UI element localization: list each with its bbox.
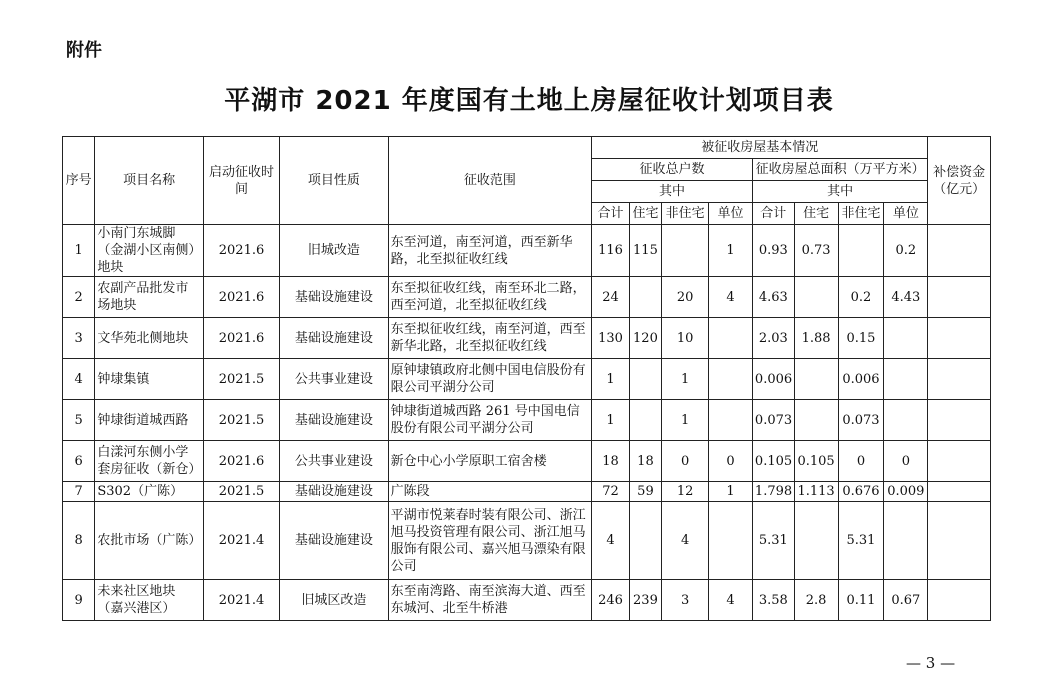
table-row xyxy=(63,225,991,277)
cell-hh-res: 115 xyxy=(629,225,661,277)
cell-ar-sum: 0.073 xyxy=(752,400,794,441)
cell-ar-nonres: 5.31 xyxy=(838,502,884,580)
cell-hh-res xyxy=(629,400,661,441)
cell-name: 钟埭街道城西路 xyxy=(95,400,204,441)
cell-ar-res: 2.8 xyxy=(794,580,838,621)
cell-hh-sum: 246 xyxy=(592,580,630,621)
cell-hh-nonres: 1 xyxy=(662,359,709,400)
cell-scope: 新仓中心小学原职工宿舍楼 xyxy=(388,441,592,482)
cell-compensation xyxy=(928,277,991,318)
cell-hh-sum: 116 xyxy=(592,225,630,277)
cell-nature: 公共事业建设 xyxy=(280,441,389,482)
cell-compensation xyxy=(928,318,991,359)
cell-hh-unit: 0 xyxy=(709,441,753,482)
cell-hh-res xyxy=(629,359,661,400)
page-number: — 3 — xyxy=(906,654,956,672)
cell-hh-nonres: 1 xyxy=(662,400,709,441)
cell-ar-unit: 4.43 xyxy=(884,277,928,318)
cell-hh-unit: 4 xyxy=(709,277,753,318)
cell-scope: 平湖市悦莱春时装有限公司、浙江旭马投资管理有限公司、浙江旭马服饰有限公司、嘉兴旭马漂染有限公司 xyxy=(388,502,592,580)
cell-compensation xyxy=(928,441,991,482)
cell-nature: 旧城区改造 xyxy=(280,580,389,621)
cell-name: 小南门东城脚（金湖小区南侧）地块 xyxy=(95,225,204,277)
cell-seq: 7 xyxy=(63,482,95,502)
cell-hh-unit: 1 xyxy=(709,482,753,502)
cell-hh-res: 59 xyxy=(629,482,661,502)
header-ar-res: 住宅 xyxy=(794,203,838,225)
cell-ar-res xyxy=(794,277,838,318)
cell-ar-nonres xyxy=(838,225,884,277)
cell-time: 2021.4 xyxy=(203,580,279,621)
cell-hh-unit xyxy=(709,318,753,359)
table-row xyxy=(63,359,991,400)
table-row xyxy=(63,502,991,580)
cell-ar-nonres: 0.676 xyxy=(838,482,884,502)
cell-compensation xyxy=(928,225,991,277)
cell-compensation xyxy=(928,400,991,441)
header-seq: 序号 xyxy=(63,137,95,225)
cell-hh-unit xyxy=(709,359,753,400)
cell-time: 2021.6 xyxy=(203,225,279,277)
cell-hh-nonres: 20 xyxy=(662,277,709,318)
cell-ar-nonres: 0.2 xyxy=(838,277,884,318)
header-ar-sum: 合计 xyxy=(752,203,794,225)
cell-seq: 8 xyxy=(63,502,95,580)
cell-ar-unit xyxy=(884,359,928,400)
header-hh-nonres: 非住宅 xyxy=(662,203,709,225)
cell-ar-nonres: 0.15 xyxy=(838,318,884,359)
cell-scope: 东至河道，南至河道，西至新华路，北至拟征收红线 xyxy=(388,225,592,277)
cell-hh-sum: 18 xyxy=(592,441,630,482)
cell-seq: 3 xyxy=(63,318,95,359)
cell-name: 钟埭集镇 xyxy=(95,359,204,400)
header-name: 项目名称 xyxy=(95,137,204,225)
cell-seq: 6 xyxy=(63,441,95,482)
cell-time: 2021.5 xyxy=(203,359,279,400)
table-row xyxy=(63,580,991,621)
header-hh-unit: 单位 xyxy=(709,203,753,225)
cell-ar-nonres: 0.073 xyxy=(838,400,884,441)
header-area-total: 征收房屋总面积（万平方米） xyxy=(752,159,927,181)
cell-hh-sum: 1 xyxy=(592,400,630,441)
header-of-which: 其中 xyxy=(592,181,753,203)
header-basic-info: 被征收房屋基本情况 xyxy=(592,137,928,159)
cell-hh-unit xyxy=(709,502,753,580)
header-of-which: 其中 xyxy=(752,181,927,203)
cell-hh-res xyxy=(629,277,661,318)
cell-scope: 东至拟征收红线，南至环北二路，西至河道，北至拟征收红线 xyxy=(388,277,592,318)
page-title: 平湖市 2021 年度国有土地上房屋征收计划项目表 xyxy=(224,86,834,116)
cell-seq: 5 xyxy=(63,400,95,441)
header-nature: 项目性质 xyxy=(280,137,389,225)
cell-time: 2021.4 xyxy=(203,502,279,580)
cell-hh-nonres: 0 xyxy=(662,441,709,482)
cell-ar-unit xyxy=(884,400,928,441)
cell-ar-sum: 4.63 xyxy=(752,277,794,318)
header-hh-res: 住宅 xyxy=(629,203,661,225)
cell-name: 农批市场（广陈） xyxy=(95,502,204,580)
cell-seq: 2 xyxy=(63,277,95,318)
cell-ar-res xyxy=(794,400,838,441)
cell-ar-nonres: 0.006 xyxy=(838,359,884,400)
cell-ar-sum: 0.105 xyxy=(752,441,794,482)
table-row xyxy=(63,400,991,441)
cell-ar-unit xyxy=(884,318,928,359)
cell-ar-nonres: 0.11 xyxy=(838,580,884,621)
cell-hh-unit xyxy=(709,400,753,441)
cell-hh-unit: 4 xyxy=(709,580,753,621)
cell-ar-sum: 5.31 xyxy=(752,502,794,580)
cell-hh-sum: 24 xyxy=(592,277,630,318)
cell-nature: 公共事业建设 xyxy=(280,359,389,400)
cell-name: 农副产品批发市场地块 xyxy=(95,277,204,318)
cell-scope: 钟埭街道城西路 261 号中国电信股份有限公司平湖分公司 xyxy=(388,400,592,441)
cell-compensation xyxy=(928,502,991,580)
cell-ar-sum: 0.93 xyxy=(752,225,794,277)
attachment-label: 附件 xyxy=(66,40,102,61)
table-row xyxy=(63,318,991,359)
cell-ar-res: 0.105 xyxy=(794,441,838,482)
header-hh-sum: 合计 xyxy=(592,203,630,225)
cell-ar-sum: 3.58 xyxy=(752,580,794,621)
cell-ar-res: 1.113 xyxy=(794,482,838,502)
cell-seq: 1 xyxy=(63,225,95,277)
cell-ar-sum: 0.006 xyxy=(752,359,794,400)
cell-ar-res xyxy=(794,502,838,580)
cell-scope: 原钟埭镇政府北侧中国电信股份有限公司平湖分公司 xyxy=(388,359,592,400)
header-compensation: 补偿资金（亿元） xyxy=(928,137,991,225)
cell-time: 2021.5 xyxy=(203,482,279,502)
cell-time: 2021.5 xyxy=(203,400,279,441)
cell-ar-res xyxy=(794,359,838,400)
cell-hh-nonres xyxy=(662,225,709,277)
header-ar-unit: 单位 xyxy=(884,203,928,225)
cell-ar-unit: 0.67 xyxy=(884,580,928,621)
cell-nature: 旧城改造 xyxy=(280,225,389,277)
cell-hh-sum: 1 xyxy=(592,359,630,400)
cell-hh-res: 239 xyxy=(629,580,661,621)
cell-ar-unit xyxy=(884,502,928,580)
cell-ar-res: 0.73 xyxy=(794,225,838,277)
cell-seq: 9 xyxy=(63,580,95,621)
header-households-total: 征收总户数 xyxy=(592,159,753,181)
cell-hh-nonres: 12 xyxy=(662,482,709,502)
cell-nature: 基础设施建设 xyxy=(280,400,389,441)
cell-ar-sum: 1.798 xyxy=(752,482,794,502)
cell-hh-res xyxy=(629,502,661,580)
cell-name: 文华苑北侧地块 xyxy=(95,318,204,359)
cell-compensation xyxy=(928,580,991,621)
cell-name: 未来社区地块（嘉兴港区） xyxy=(95,580,204,621)
cell-seq: 4 xyxy=(63,359,95,400)
cell-time: 2021.6 xyxy=(203,441,279,482)
table-row xyxy=(63,277,991,318)
cell-hh-res: 120 xyxy=(629,318,661,359)
cell-nature: 基础设施建设 xyxy=(280,318,389,359)
cell-hh-sum: 130 xyxy=(592,318,630,359)
cell-hh-nonres: 4 xyxy=(662,502,709,580)
cell-time: 2021.6 xyxy=(203,318,279,359)
cell-hh-sum: 4 xyxy=(592,502,630,580)
cell-ar-unit: 0 xyxy=(884,441,928,482)
cell-ar-unit: 0.2 xyxy=(884,225,928,277)
cell-ar-unit: 0.009 xyxy=(884,482,928,502)
cell-hh-res: 18 xyxy=(629,441,661,482)
cell-compensation xyxy=(928,359,991,400)
cell-hh-nonres: 10 xyxy=(662,318,709,359)
cell-nature: 基础设施建设 xyxy=(280,482,389,502)
cell-ar-nonres: 0 xyxy=(838,441,884,482)
cell-scope: 东至拟征收红线，南至河道，西至新华北路，北至拟征收红线 xyxy=(388,318,592,359)
cell-scope: 东至南湾路、南至滨海大道、西至东城河、北至牛桥港 xyxy=(388,580,592,621)
cell-compensation xyxy=(928,482,991,502)
table-row xyxy=(63,441,991,482)
cell-ar-sum: 2.03 xyxy=(752,318,794,359)
header-start-time: 启动征收时间 xyxy=(203,137,279,225)
header-scope: 征收范围 xyxy=(388,137,592,225)
table-row xyxy=(63,482,991,502)
cell-scope: 广陈段 xyxy=(388,482,592,502)
cell-hh-sum: 72 xyxy=(592,482,630,502)
project-table xyxy=(62,136,991,621)
cell-hh-unit: 1 xyxy=(709,225,753,277)
cell-name: 白漾河东侧小学套房征收（新仓） xyxy=(95,441,204,482)
cell-nature: 基础设施建设 xyxy=(280,502,389,580)
cell-time: 2021.6 xyxy=(203,277,279,318)
header-ar-nonres: 非住宅 xyxy=(838,203,884,225)
cell-name: S302（广陈） xyxy=(95,482,204,502)
cell-ar-res: 1.88 xyxy=(794,318,838,359)
cell-nature: 基础设施建设 xyxy=(280,277,389,318)
cell-hh-nonres: 3 xyxy=(662,580,709,621)
